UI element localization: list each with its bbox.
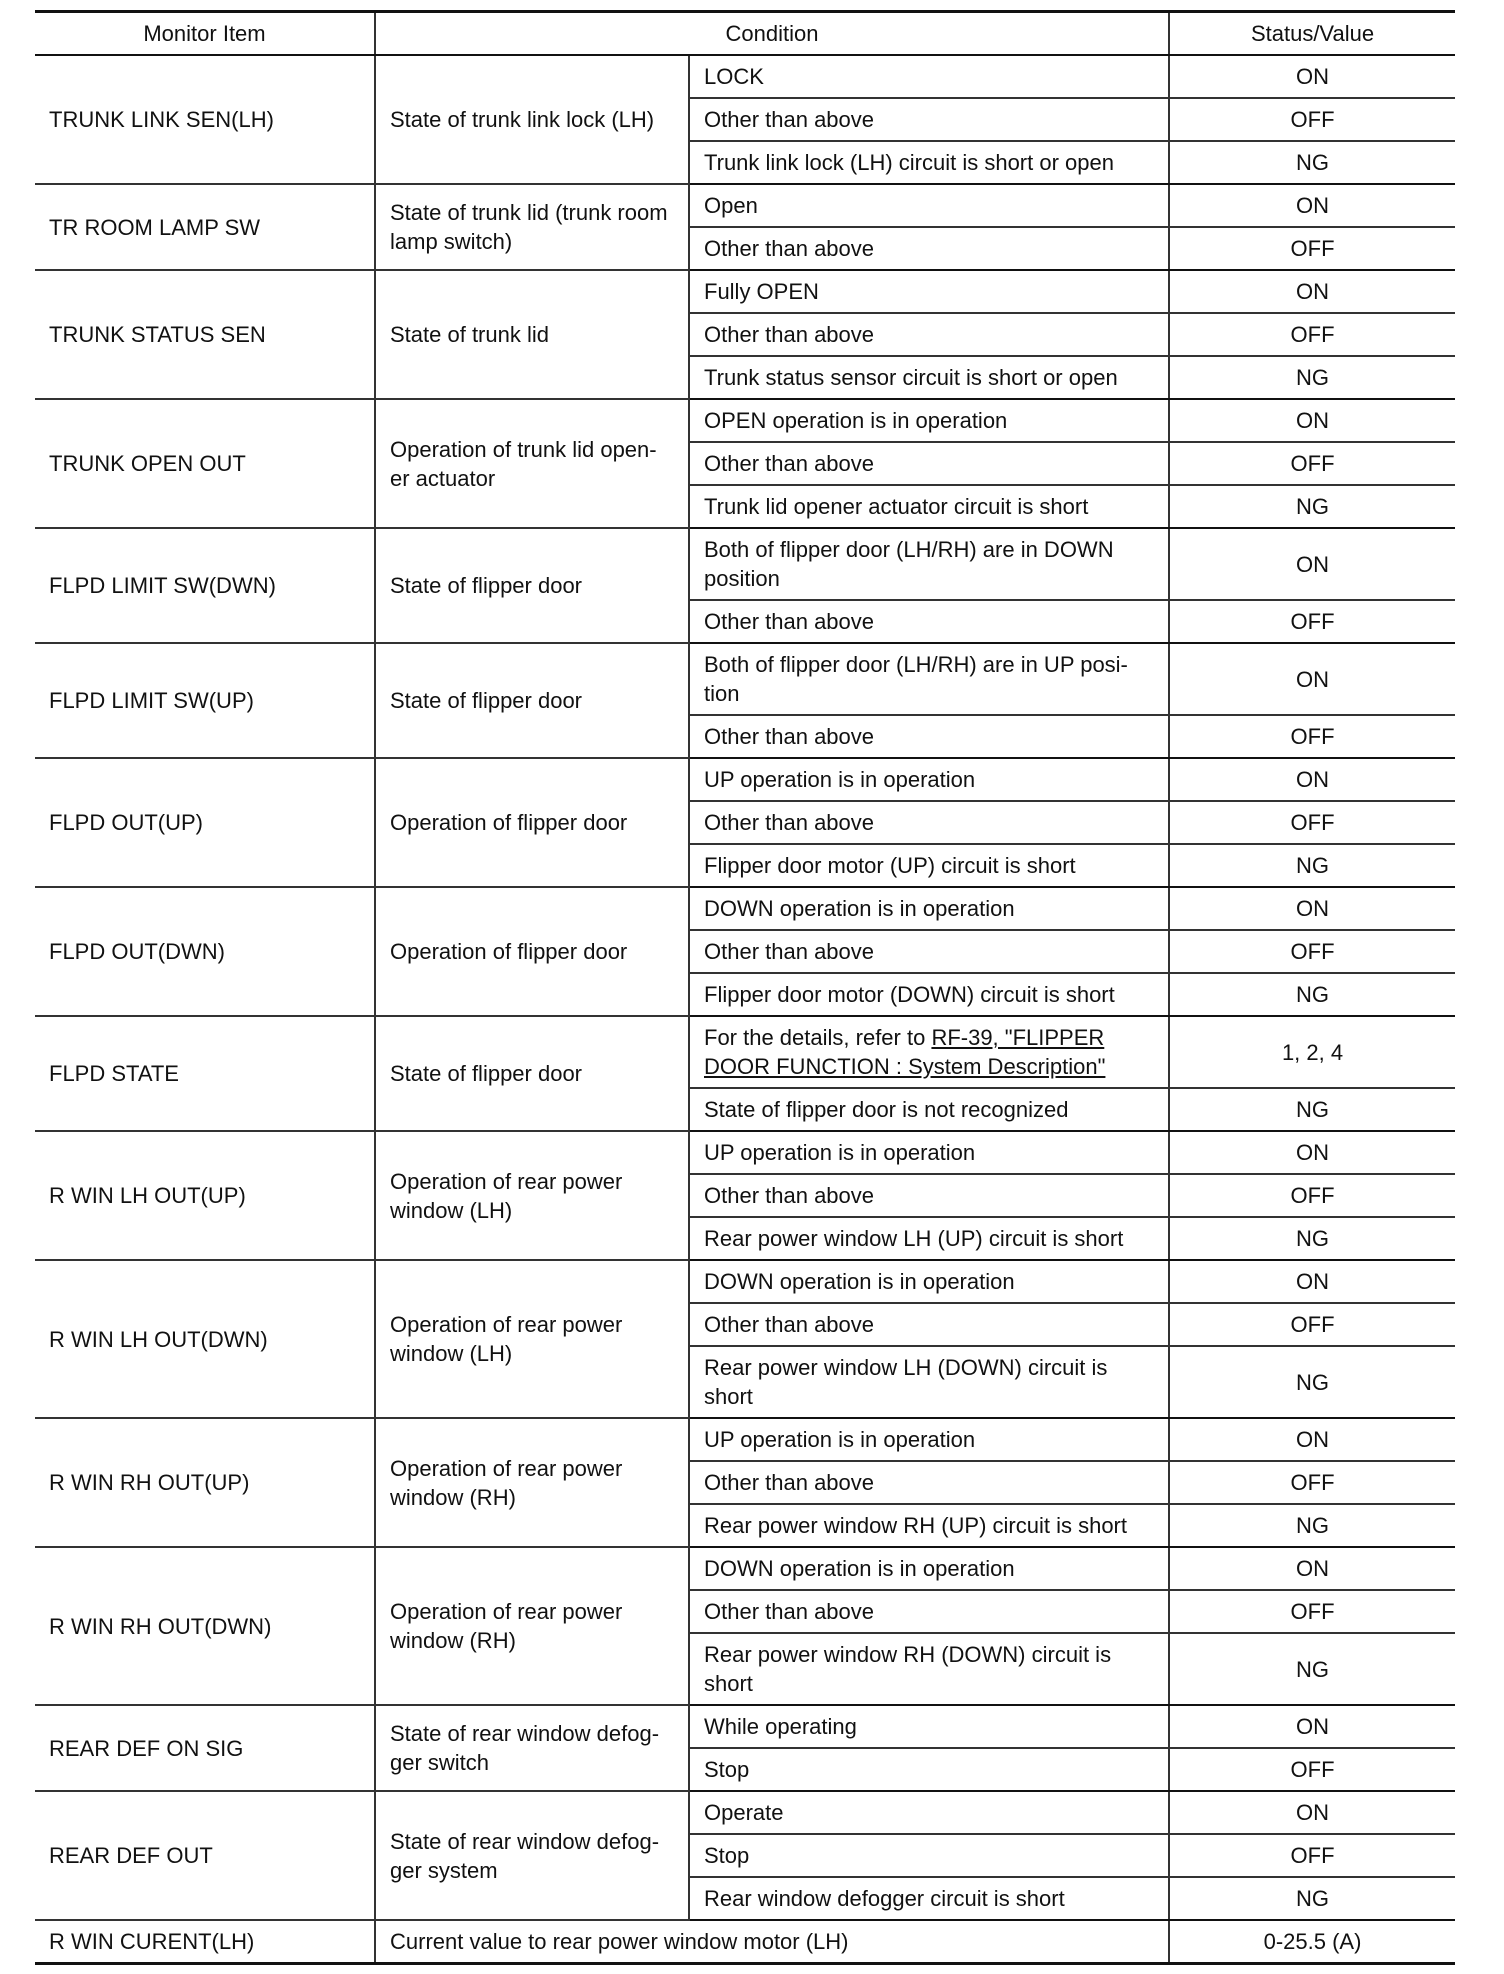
sub-condition-cell: Other than above xyxy=(689,1590,1169,1633)
status-value-cell: NG xyxy=(1169,1877,1455,1920)
condition-cell: State of flipper door xyxy=(375,528,689,643)
status-value-cell: OFF xyxy=(1169,600,1455,643)
monitor-item-cell: R WIN CURENT(LH) xyxy=(35,1920,375,1963)
header-status-value: Status/Value xyxy=(1169,12,1455,56)
condition-cell: Operation of flipper door xyxy=(375,758,689,887)
status-value-cell: OFF xyxy=(1169,1303,1455,1346)
table-row xyxy=(35,55,1455,98)
status-value-cell: NG xyxy=(1169,1346,1455,1418)
monitor-item-cell: FLPD LIMIT SW(DWN) xyxy=(35,528,375,643)
status-value-cell: 0-25.5 (A) xyxy=(1169,1920,1455,1963)
monitor-item-cell: TRUNK STATUS SEN xyxy=(35,270,375,399)
sub-condition-cell: DOWN operation is in operation xyxy=(689,887,1169,930)
sub-condition-cell: Other than above xyxy=(689,930,1169,973)
monitor-item-cell: REAR DEF ON SIG xyxy=(35,1705,375,1791)
reference-link[interactable]: RF-39, "FLIPPER DOOR FUNCTION : System Description" xyxy=(704,1025,1106,1079)
monitor-item-cell: R WIN LH OUT(UP) xyxy=(35,1131,375,1260)
sub-condition-cell: UP operation is in operation xyxy=(689,1418,1169,1461)
sub-condition-cell: Rear power window RH (UP) circuit is short xyxy=(689,1504,1169,1547)
status-value-cell: ON xyxy=(1169,643,1455,715)
table-row xyxy=(35,1791,1455,1834)
status-value-cell: NG xyxy=(1169,1217,1455,1260)
status-value-cell: OFF xyxy=(1169,715,1455,758)
sub-condition-cell: Rear power window RH (DOWN) circuit is short xyxy=(689,1633,1169,1705)
sub-condition-cell: Other than above xyxy=(689,442,1169,485)
sub-condition-cell: OPEN operation is in operation xyxy=(689,399,1169,442)
sub-condition-cell: Both of flipper door (LH/RH) are in DOWN position xyxy=(689,528,1169,600)
table-row xyxy=(35,1260,1455,1303)
status-value-cell: ON xyxy=(1169,184,1455,227)
monitor-item-cell: R WIN RH OUT(UP) xyxy=(35,1418,375,1547)
sub-condition-cell: Rear power window LH (UP) circuit is short xyxy=(689,1217,1169,1260)
status-value-cell: OFF xyxy=(1169,1590,1455,1633)
condition-cell: Operation of rear power window (RH) xyxy=(375,1547,689,1705)
sub-condition-cell: Open xyxy=(689,184,1169,227)
status-value-cell: ON xyxy=(1169,887,1455,930)
table-row xyxy=(35,643,1455,715)
condition-cell: Current value to rear power window motor (LH) xyxy=(375,1920,1169,1963)
sub-condition-cell: Flipper door motor (UP) circuit is short xyxy=(689,844,1169,887)
header-condition: Condition xyxy=(375,12,1169,56)
table-row xyxy=(35,1418,1455,1461)
monitor-item-cell: TRUNK OPEN OUT xyxy=(35,399,375,528)
status-value-cell: NG xyxy=(1169,356,1455,399)
condition-cell: Operation of rear power window (RH) xyxy=(375,1418,689,1547)
condition-cell: State of trunk lid (trunk room lamp switch) xyxy=(375,184,689,270)
table-row xyxy=(35,1547,1455,1590)
condition-cell: Operation of rear power window (LH) xyxy=(375,1260,689,1418)
status-value-cell: ON xyxy=(1169,758,1455,801)
sub-condition-cell: Rear power window LH (DOWN) circuit is short xyxy=(689,1346,1169,1418)
table-row xyxy=(35,758,1455,801)
sub-condition-cell: DOWN operation is in operation xyxy=(689,1547,1169,1590)
condition-cell: Operation of rear power window (LH) xyxy=(375,1131,689,1260)
status-value-cell: OFF xyxy=(1169,1174,1455,1217)
status-value-cell: ON xyxy=(1169,1131,1455,1174)
sub-condition-cell xyxy=(689,1016,1169,1088)
table-row xyxy=(35,1920,1455,1963)
sub-condition-cell: While operating xyxy=(689,1705,1169,1748)
condition-cell: State of rear window defog-ger switch xyxy=(375,1705,689,1791)
sub-condition-cell: Other than above xyxy=(689,1303,1169,1346)
status-value-cell: OFF xyxy=(1169,1834,1455,1877)
status-value-cell: ON xyxy=(1169,55,1455,98)
table-row xyxy=(35,887,1455,930)
status-value-cell: ON xyxy=(1169,1418,1455,1461)
status-value-cell: NG xyxy=(1169,1504,1455,1547)
sub-condition-cell: Stop xyxy=(689,1834,1169,1877)
sub-condition-text: For the details, refer to xyxy=(704,1025,932,1050)
monitor-item-cell: TR ROOM LAMP SW xyxy=(35,184,375,270)
status-value-cell: NG xyxy=(1169,844,1455,887)
monitor-item-cell: FLPD OUT(DWN) xyxy=(35,887,375,1016)
sub-condition-cell: Other than above xyxy=(689,1174,1169,1217)
condition-cell: State of trunk link lock (LH) xyxy=(375,55,689,184)
status-value-cell: OFF xyxy=(1169,313,1455,356)
monitor-item-cell: R WIN RH OUT(DWN) xyxy=(35,1547,375,1705)
status-value-cell: OFF xyxy=(1169,1748,1455,1791)
sub-condition-cell: Other than above xyxy=(689,98,1169,141)
sub-condition-cell: Other than above xyxy=(689,600,1169,643)
sub-condition-cell: Both of flipper door (LH/RH) are in UP posi-tion xyxy=(689,643,1169,715)
status-value-cell: NG xyxy=(1169,1633,1455,1705)
sub-condition-cell: Trunk link lock (LH) circuit is short or open xyxy=(689,141,1169,184)
monitor-item-cell: FLPD LIMIT SW(UP) xyxy=(35,643,375,758)
monitor-item-cell: R WIN LH OUT(DWN) xyxy=(35,1260,375,1418)
table-row xyxy=(35,1131,1455,1174)
table-row xyxy=(35,270,1455,313)
status-value-cell: ON xyxy=(1169,1791,1455,1834)
condition-cell: State of flipper door xyxy=(375,1016,689,1131)
condition-cell: State of rear window defog-ger system xyxy=(375,1791,689,1920)
table-row xyxy=(35,528,1455,600)
status-value-cell: OFF xyxy=(1169,98,1455,141)
status-value-cell: 1, 2, 4 xyxy=(1169,1016,1455,1088)
status-value-cell: ON xyxy=(1169,1260,1455,1303)
table-row xyxy=(35,399,1455,442)
status-value-cell: ON xyxy=(1169,1705,1455,1748)
status-value-cell: OFF xyxy=(1169,801,1455,844)
status-value-cell: NG xyxy=(1169,485,1455,528)
sub-condition-cell: UP operation is in operation xyxy=(689,1131,1169,1174)
status-value-cell: NG xyxy=(1169,1088,1455,1131)
monitor-item-cell: REAR DEF OUT xyxy=(35,1791,375,1920)
monitor-item-cell: FLPD OUT(UP) xyxy=(35,758,375,887)
status-value-cell: ON xyxy=(1169,528,1455,600)
sub-condition-cell: DOWN operation is in operation xyxy=(689,1260,1169,1303)
status-value-cell: ON xyxy=(1169,399,1455,442)
status-value-cell: OFF xyxy=(1169,227,1455,270)
status-value-cell: OFF xyxy=(1169,1461,1455,1504)
monitor-item-cell: TRUNK LINK SEN(LH) xyxy=(35,55,375,184)
condition-cell: Operation of flipper door xyxy=(375,887,689,1016)
sub-condition-cell: UP operation is in operation xyxy=(689,758,1169,801)
sub-condition-cell: Rear window defogger circuit is short xyxy=(689,1877,1169,1920)
sub-condition-cell: Other than above xyxy=(689,1461,1169,1504)
condition-cell: Operation of trunk lid open-er actuator xyxy=(375,399,689,528)
status-value-cell: OFF xyxy=(1169,930,1455,973)
status-value-cell: OFF xyxy=(1169,442,1455,485)
sub-condition-cell: State of flipper door is not recognized xyxy=(689,1088,1169,1131)
sub-condition-cell: Fully OPEN xyxy=(689,270,1169,313)
monitor-item-table xyxy=(35,10,1455,1965)
status-value-cell: NG xyxy=(1169,973,1455,1016)
condition-cell: State of flipper door xyxy=(375,643,689,758)
sub-condition-cell: Other than above xyxy=(689,801,1169,844)
sub-condition-cell: LOCK xyxy=(689,55,1169,98)
sub-condition-cell: Other than above xyxy=(689,313,1169,356)
table-row xyxy=(35,1705,1455,1748)
sub-condition-cell: Trunk status sensor circuit is short or open xyxy=(689,356,1169,399)
header-monitor-item: Monitor Item xyxy=(35,12,375,56)
sub-condition-cell: Trunk lid opener actuator circuit is short xyxy=(689,485,1169,528)
sub-condition-cell: Other than above xyxy=(689,227,1169,270)
status-value-cell: ON xyxy=(1169,270,1455,313)
sub-condition-cell: Operate xyxy=(689,1791,1169,1834)
table-row xyxy=(35,184,1455,227)
sub-condition-cell: Other than above xyxy=(689,715,1169,758)
status-value-cell: NG xyxy=(1169,141,1455,184)
table-body xyxy=(35,55,1455,1963)
sub-condition-cell: Flipper door motor (DOWN) circuit is short xyxy=(689,973,1169,1016)
table-row xyxy=(35,1016,1455,1088)
status-value-cell: ON xyxy=(1169,1547,1455,1590)
table-header-row xyxy=(35,12,1455,56)
condition-cell: State of trunk lid xyxy=(375,270,689,399)
sub-condition-cell: Stop xyxy=(689,1748,1169,1791)
monitor-item-cell: FLPD STATE xyxy=(35,1016,375,1131)
